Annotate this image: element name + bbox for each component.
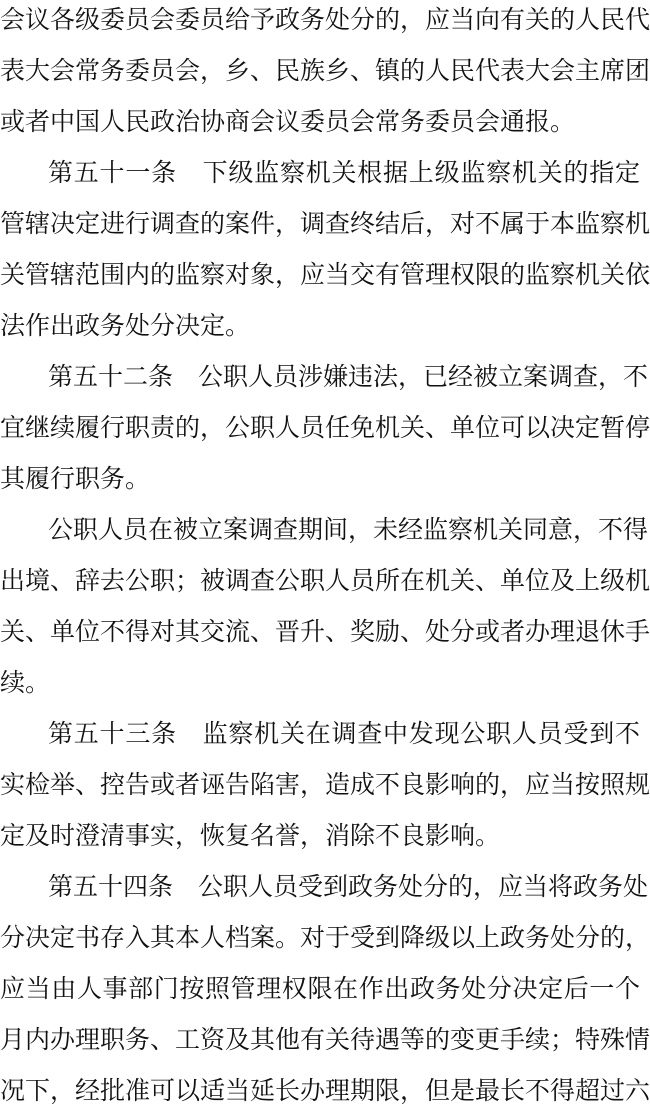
text-line: 法作出政务处分决定。 xyxy=(0,311,251,340)
text-line: 关管辖范围内的监察对象，应当交有管理权限的监察机关依 xyxy=(0,260,650,289)
text-line: 月内办理职务、工资及其他有关待遇等的变更手续；特殊情 xyxy=(0,1025,650,1054)
text-line: 表大会常务委员会，乡、民族乡、镇的人民代表大会主席团 xyxy=(0,56,650,85)
text-line: 会议各级委员会委员给予政务处分的，应当向有关的人民代 xyxy=(0,5,650,34)
paragraph-first-line: 公职人员在被立案调查期间，未经监察机关同意，不得 xyxy=(48,515,649,544)
text-line: 续。 xyxy=(0,668,51,697)
text-line: 其履行职务。 xyxy=(0,464,151,493)
text-line: 应当由人事部门按照管理权限在作出政务处分决定后一个 xyxy=(0,974,640,1003)
article-53-heading-line: 第五十三条 监察机关在调查中发现公职人员受到不 xyxy=(48,719,640,748)
text-line: 出境、辞去公职；被调查公职人员所在机关、单位及上级机 xyxy=(0,566,650,595)
text-line: 定及时澄清事实，恢复名誉，消除不良影响。 xyxy=(0,821,501,850)
text-line: 管辖决定进行调查的案件，调查终结后，对不属于本监察机 xyxy=(0,209,650,238)
article-52-heading-line: 第五十二条 公职人员涉嫌违法，已经被立案调查，不 xyxy=(48,362,649,391)
text-line: 关、单位不得对其交流、晋升、奖励、处分或者办理退休手 xyxy=(0,617,650,646)
text-line: 况下，经批准可以适当延长办理期限，但是最长不得超过六 xyxy=(0,1076,650,1105)
article-54-heading-line: 第五十四条 公职人员受到政务处分的，应当将政务处 xyxy=(48,872,649,901)
text-line: 或者中国人民政治协商会议委员会常务委员会通报。 xyxy=(0,107,576,136)
article-51-heading-line: 第五十一条 下级监察机关根据上级监察机关的指定 xyxy=(48,158,640,187)
text-line: 分决定书存入其本人档案。对于受到降级以上政务处分的， xyxy=(0,923,650,952)
text-line: 实检举、控告或者诬告陷害，造成不良影响的，应当按照规 xyxy=(0,770,650,799)
text-line: 宜继续履行职责的，公职人员任免机关、单位可以决定暂停 xyxy=(0,413,650,442)
